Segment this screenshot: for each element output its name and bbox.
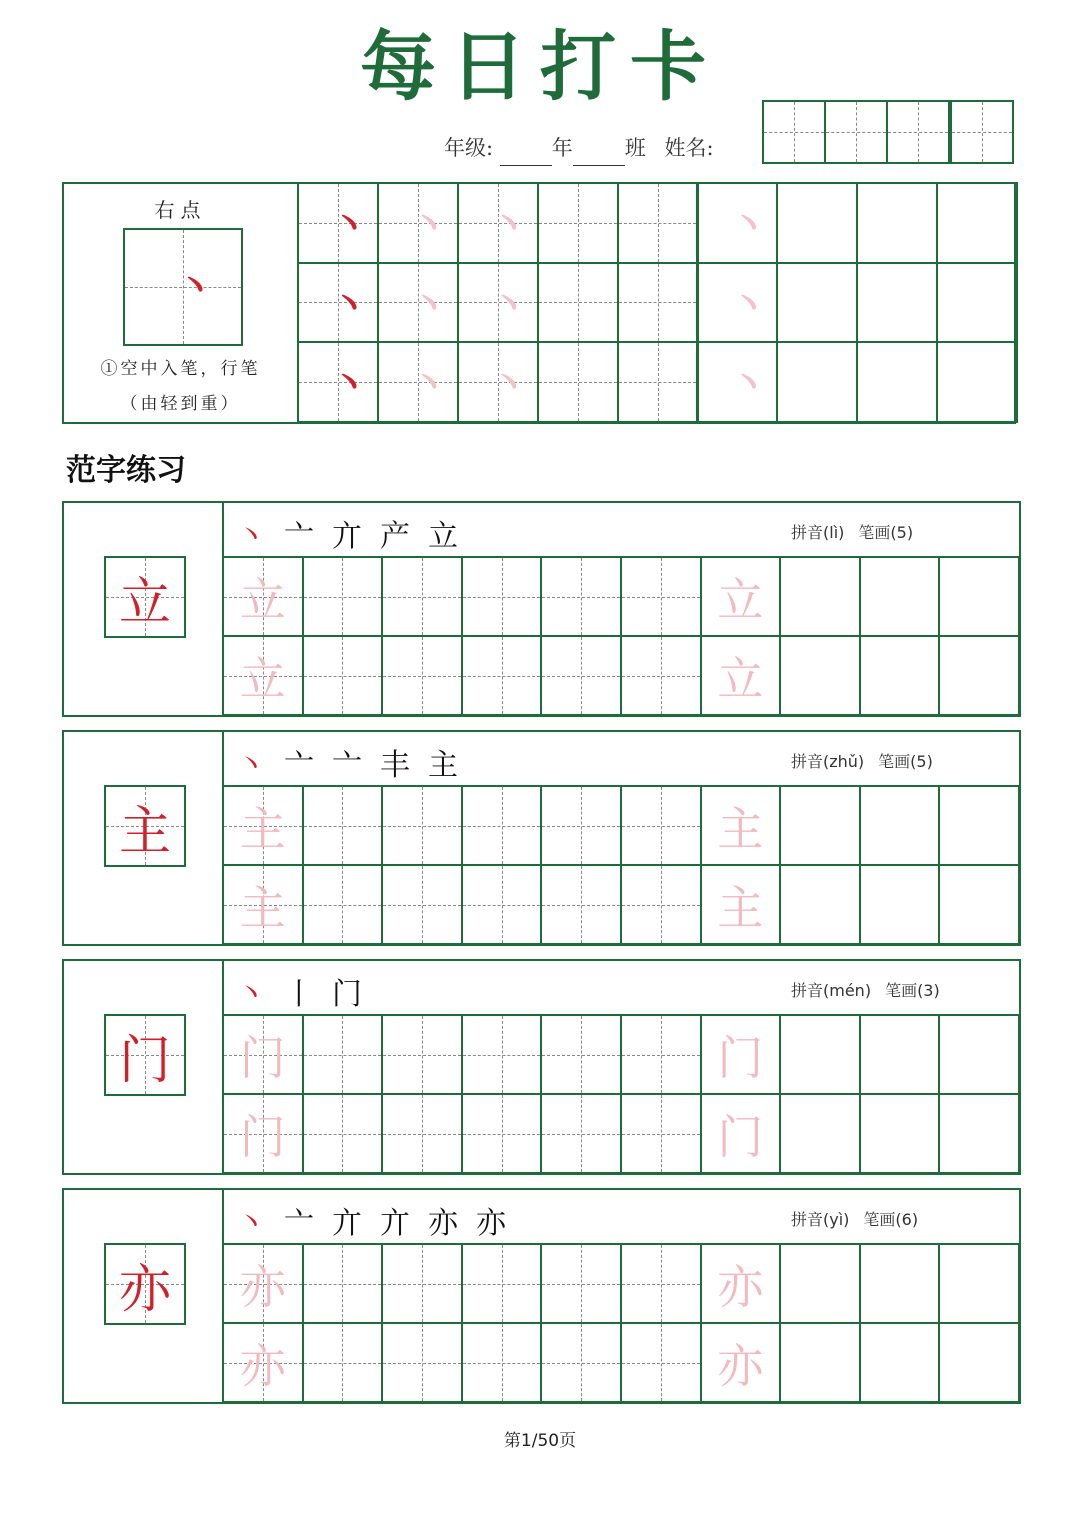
stroke-sequence [236,740,476,784]
stroke-count-label: 笔画(5) [878,752,933,771]
class-blank[interactable] [573,141,625,166]
practice-cell[interactable] [938,635,1020,716]
stroke-order-row [224,503,1018,558]
practice-cell[interactable] [540,1093,622,1174]
practice-cell[interactable] [779,785,861,866]
stroke-tip-2: （由轻到重） [120,394,241,414]
practice-cell[interactable] [377,182,459,264]
practice-cell[interactable] [540,1243,622,1324]
practice-cell[interactable] [222,1093,304,1174]
pinyin-label: 拼音(mén) [791,981,872,1000]
stroke-count-label: 笔画(3) [885,981,940,1000]
trace-character: 立 [717,651,764,706]
stroke-step: 丨 [284,977,324,1012]
practice-cell[interactable] [540,635,622,716]
practice-cell[interactable] [859,635,941,716]
stroke-step: 门 [332,977,372,1012]
practice-cell[interactable] [540,785,622,866]
dot-trace-icon: 丶 [730,284,767,326]
stroke-name: 右点 [154,198,207,222]
stroke-sequence [236,1198,524,1242]
practice-cell[interactable] [620,635,702,716]
practice-cell[interactable] [779,1322,861,1403]
practice-cell[interactable] [222,1322,304,1403]
sample-character: 主 [118,801,171,862]
sample-area [64,1190,224,1401]
practice-cell[interactable] [302,785,384,866]
character-block [62,501,1021,717]
practice-cell[interactable] [700,556,782,637]
practice-cell[interactable] [856,341,938,423]
sample-area [64,961,224,1172]
practice-cell[interactable] [938,1093,1020,1174]
practice-cell[interactable] [537,262,619,344]
name-cell[interactable] [886,100,950,164]
practice-cell[interactable] [297,262,379,344]
class-unit: 班 [624,136,646,160]
trace-character: 主 [717,801,764,856]
trace-character: 立 [239,651,286,706]
practice-cell[interactable] [461,864,543,945]
trace-character: 亦 [717,1259,764,1314]
practice-cell[interactable] [700,785,782,866]
practice-cell[interactable] [222,864,304,945]
practice-cell[interactable] [776,262,858,344]
sample-area [64,732,224,943]
pinyin-label: 拼音(zhǔ) [791,752,865,771]
practice-cell[interactable] [302,635,384,716]
practice-cell[interactable] [617,262,699,344]
practice-cell[interactable] [461,556,543,637]
practice-cell[interactable] [859,556,941,637]
stroke-order-row [224,1190,1018,1245]
practice-cell[interactable] [620,1243,702,1324]
pinyin-label: 拼音(yì) [791,1210,850,1229]
practice-cell[interactable] [381,1322,463,1403]
practice-cell[interactable] [856,262,938,344]
sample-cell [104,1243,186,1325]
stroke-order-row [224,732,1018,787]
practice-cell[interactable] [617,341,699,423]
trace-character: 主 [717,880,764,935]
stroke-step: 亠 [332,748,372,783]
practice-cell[interactable] [617,182,699,264]
practice-cell[interactable] [859,864,941,945]
stroke-count-label: 笔画(6) [863,1210,919,1229]
dot-trace-icon: 丶 [490,205,527,246]
practice-cell[interactable] [859,1093,941,1174]
practice-cell[interactable] [938,785,1020,866]
practice-cell[interactable] [779,1014,861,1095]
trace-character: 亦 [239,1259,286,1314]
practice-cell[interactable] [776,182,858,264]
stroke-practice-grid[interactable] [299,184,1016,422]
stroke-step: 亠 [284,1206,324,1241]
practice-grid[interactable] [224,787,1018,945]
sample-character: 立 [118,572,171,633]
practice-cell[interactable] [779,635,861,716]
stroke-step: 立 [428,519,468,554]
stroke-tip-1: ①空中入笔，行笔 [100,359,261,379]
practice-cell[interactable] [302,1243,384,1324]
practice-cell[interactable] [620,785,702,866]
stroke-step: 产 [380,519,420,554]
stroke-step: 丶 [236,1206,276,1241]
dot-trace-icon: 丶 [490,284,527,326]
character-block [62,1188,1021,1404]
trace-character: 门 [717,1030,764,1085]
trace-character: 门 [717,1109,764,1164]
dot-trace-icon: 丶 [490,364,527,405]
section-title: 范字练习 [66,453,186,488]
name-label: 姓名: [664,136,714,160]
practice-grid[interactable] [224,558,1018,716]
sample-character: 亦 [118,1259,171,1320]
practice-cell[interactable] [938,556,1020,637]
practice-cell[interactable] [779,864,861,945]
stroke-step: 亣 [332,519,372,554]
dot-stroke-icon: 丶 [177,267,214,308]
practice-cell[interactable] [700,635,782,716]
practice-cell[interactable] [859,785,941,866]
stroke-demo-info [64,184,299,421]
practice-cell[interactable] [457,262,539,344]
practice-cell[interactable] [936,341,1018,423]
dot-trace-icon: 丶 [730,364,767,405]
practice-cell[interactable] [938,1322,1020,1403]
practice-cell[interactable] [222,635,304,716]
practice-cell[interactable] [540,556,622,637]
grade-line [444,130,714,166]
practice-cell[interactable] [537,341,619,423]
practice-cell[interactable] [936,262,1018,344]
practice-cell[interactable] [859,1322,941,1403]
practice-cell[interactable] [461,635,543,716]
grade-year-blank[interactable] [500,141,552,166]
pinyin-label: 拼音(lì) [791,523,845,542]
practice-cell[interactable] [700,1243,782,1324]
character-meta [791,520,913,543]
practice-cell[interactable] [381,785,463,866]
practice-cell[interactable] [457,182,539,264]
practice-cell[interactable] [222,1014,304,1095]
stroke-step: 丶 [236,748,276,783]
year-unit: 年 [551,136,573,160]
trace-character: 主 [239,801,286,856]
practice-cell[interactable] [700,1093,782,1174]
name-grid[interactable] [762,100,1014,164]
practice-cell[interactable] [377,341,459,423]
character-block [62,959,1021,1175]
practice-cell[interactable] [620,1093,702,1174]
trace-character: 亦 [717,1338,764,1393]
practice-cell[interactable] [222,785,304,866]
sample-cell [104,785,186,867]
practice-cell[interactable] [461,1093,543,1174]
practice-cell[interactable] [302,1014,384,1095]
practice-cell[interactable] [620,864,702,945]
practice-cell[interactable] [779,1093,861,1174]
sample-cell [104,1014,186,1096]
practice-cell[interactable] [297,182,379,264]
page-title: 每日打卡 [360,22,720,111]
practice-cell[interactable] [381,556,463,637]
stroke-order-row [224,961,1018,1016]
practice-cell[interactable] [537,182,619,264]
character-meta [791,978,940,1001]
practice-cell[interactable] [457,341,539,423]
stroke-count-label: 笔画(5) [858,523,914,542]
practice-cell[interactable] [700,1014,782,1095]
dot-trace-icon: 丶 [410,364,447,405]
practice-cell[interactable] [700,864,782,945]
stroke-step: 亦 [476,1206,516,1241]
dot-stroke-icon: 丶 [331,205,368,246]
name-cell[interactable] [762,100,826,164]
practice-cell[interactable] [620,1322,702,1403]
practice-cell[interactable] [936,182,1018,264]
practice-cell[interactable] [461,785,543,866]
trace-character: 主 [239,880,286,935]
stroke-step: 亠 [284,748,324,783]
practice-cell[interactable] [381,1243,463,1324]
practice-grid[interactable] [224,1245,1018,1403]
practice-cell[interactable] [620,1014,702,1095]
practice-cell[interactable] [859,1243,941,1324]
name-cell[interactable] [950,100,1014,164]
practice-cell[interactable] [776,341,858,423]
practice-cell[interactable] [938,864,1020,945]
practice-cell[interactable] [381,1014,463,1095]
practice-cell[interactable] [377,262,459,344]
practice-cell[interactable] [302,1322,384,1403]
practice-cell[interactable] [938,1243,1020,1324]
stroke-demo-panel [62,182,1016,424]
trace-character: 门 [239,1030,286,1085]
practice-cell[interactable] [461,1014,543,1095]
dot-trace-icon: 丶 [410,205,447,246]
practice-cell[interactable] [302,1093,384,1174]
practice-grid[interactable] [224,1016,1018,1174]
practice-cell[interactable] [697,341,779,423]
practice-cell[interactable] [697,262,779,344]
practice-cell[interactable] [381,635,463,716]
practice-cell[interactable] [859,1014,941,1095]
stroke-sequence [236,511,476,555]
stroke-step: 丶 [236,519,276,554]
trace-character: 门 [239,1109,286,1164]
character-meta [791,1207,918,1230]
page-number: 第1/50页 [503,1431,577,1451]
practice-cell[interactable] [461,1243,543,1324]
practice-cell[interactable] [856,182,938,264]
sample-area [64,503,224,714]
practice-cell[interactable] [461,1322,543,1403]
name-cell[interactable] [824,100,888,164]
sample-character: 门 [118,1030,171,1091]
stroke-step: 丶 [236,977,276,1012]
stroke-step: 丰 [380,748,420,783]
stroke-step: 亦 [428,1206,468,1241]
practice-cell[interactable] [297,341,379,423]
practice-cell[interactable] [620,556,702,637]
character-block [62,730,1021,946]
sample-cell [104,556,186,638]
practice-cell[interactable] [222,1243,304,1324]
dot-stroke-icon: 丶 [331,364,368,405]
practice-cell[interactable] [540,864,622,945]
stroke-demo-cell [123,228,243,346]
grade-label: 年级: [444,136,494,160]
dot-stroke-icon: 丶 [331,284,368,326]
dot-trace-icon: 丶 [730,205,767,246]
practice-cell[interactable] [302,556,384,637]
practice-cell[interactable] [381,1093,463,1174]
stroke-step: 亠 [284,519,324,554]
practice-cell[interactable] [700,1322,782,1403]
dot-trace-icon: 丶 [410,284,447,326]
practice-cell[interactable] [938,1014,1020,1095]
character-meta [791,749,933,772]
practice-cell[interactable] [540,1014,622,1095]
practice-cell[interactable] [697,182,779,264]
stroke-step: 亣 [380,1206,420,1241]
practice-cell[interactable] [222,556,304,637]
trace-character: 亦 [239,1338,286,1393]
trace-character: 立 [717,572,764,627]
practice-cell[interactable] [540,1322,622,1403]
practice-cell[interactable] [302,864,384,945]
stroke-sequence [236,969,380,1013]
trace-character: 立 [239,572,286,627]
practice-cell[interactable] [779,1243,861,1324]
stroke-step: 主 [428,748,468,783]
practice-cell[interactable] [381,864,463,945]
practice-cell[interactable] [779,556,861,637]
stroke-step: 亣 [332,1206,372,1241]
